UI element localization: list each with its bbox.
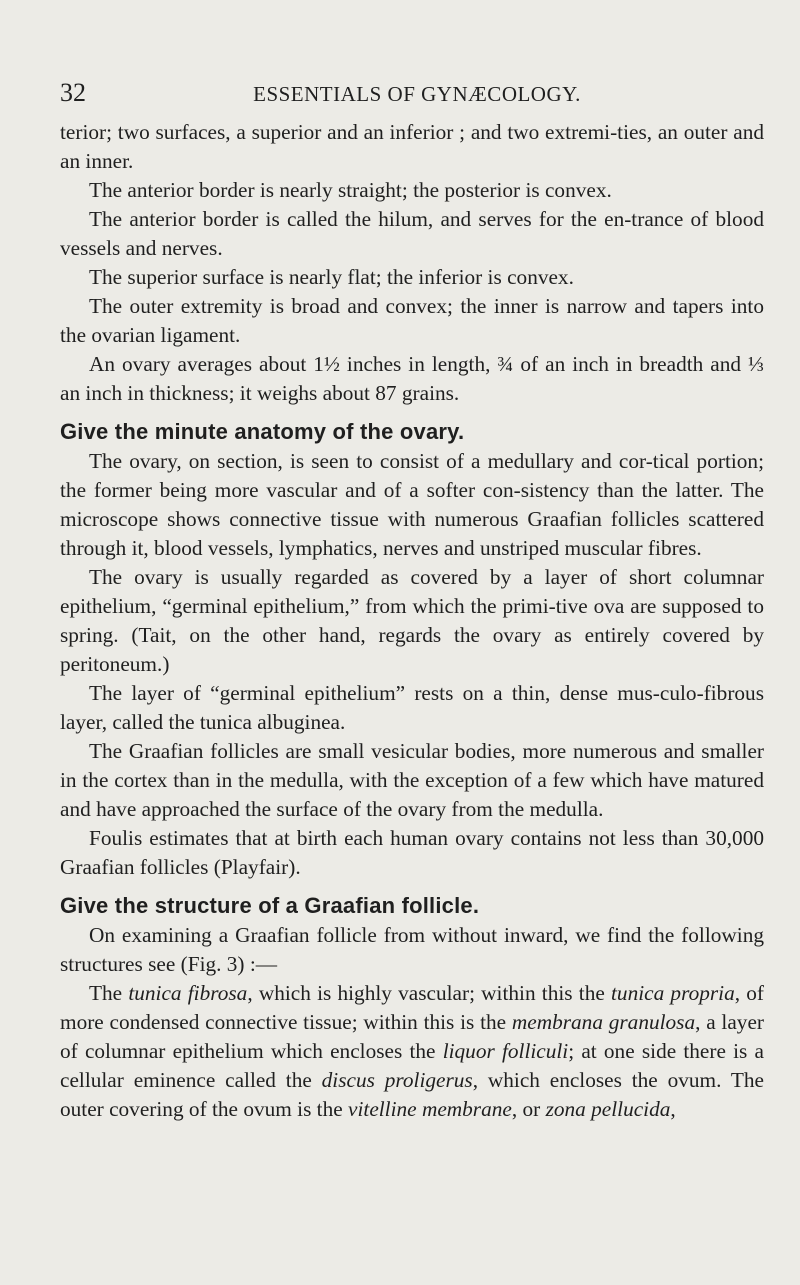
text-run: , which is highly vascular; within this the [247,981,611,1005]
text-run: The [89,981,129,1005]
running-title: ESSENTIALS OF GYNÆCOLOGY. [253,82,581,106]
text-run: , of more condensed connective tissue; within this is the [60,981,764,1034]
paragraph [60,979,764,1124]
paragraph: The superior surface is nearly flat; the inferior is convex. [89,265,574,289]
italic-term: vitelline membrane [348,1097,512,1121]
italic-term: tunica propria [611,981,735,1005]
paragraph: The outer extremity is broad and convex; the inner is narrow and tapers into the ovarian ligament. [60,294,764,347]
text-run: , a layer of columnar epithelium which encloses the [60,1010,764,1063]
paragraph: The anterior border is nearly straight; the posterior is convex. [89,178,612,202]
italic-term: liquor folliculi [442,1039,569,1063]
paragraph: The layer of “germinal epithelium” rests on a thin, dense mus-culo-fibrous layer, called the tunica albuginea. [60,681,764,734]
text-run: , [670,1097,676,1121]
page-number: 32 [60,78,86,107]
paragraph: The ovary, on section, is seen to consist of a medullary and cor-tical portion; the former being more vascular and of a softer con-sistency than the latter. The microscope shows connective tissue with numerous Graafian follicles scattered through it, blood vessels, lymphatics, nerves and unstriped muscular fibres. [60,449,764,560]
text-run: , or [511,1097,546,1121]
page-header [60,78,764,112]
paragraph: An ovary averages about 1½ inches in length, ¾ of an inch in breadth and ⅓ an inch in thickness; it weighs about 87 grains. [60,352,764,405]
section-heading: Give the minute anatomy of the ovary. [60,419,465,444]
section-heading: Give the structure of a Graafian follicle. [60,893,480,918]
paragraph: The ovary is usually regarded as covered by a layer of short columnar epithelium, “germinal epithelium,” from which the primi-tive ova are supposed to spring. (Tait, on the other hand, regards the ovary as entirely covered by peritoneum.) [60,565,764,676]
paragraph: On examining a Graafian follicle from without inward, we find the following structures see (Fig. 3) :— [60,923,764,976]
paragraph: Foulis estimates that at birth each human ovary contains not less than 30,000 Graafian follicles (Playfair). [60,826,764,879]
italic-term: zona pellucida [545,1097,671,1121]
italic-term: discus proligerus [321,1068,473,1092]
paragraph: terior; two surfaces, a superior and an inferior ; and two extremi-ties, an outer and an inner. [60,120,764,173]
italic-term: membrana granulosa [511,1010,696,1034]
page-body [60,118,764,1124]
italic-term: tunica fibrosa [128,981,248,1005]
paragraph: The anterior border is called the hilum, and serves for the en-trance of blood vessels and nerves. [60,207,764,260]
text-run: , which encloses the ovum. The outer covering of the ovum is the [60,1068,764,1121]
text-run: ; at one side there is a cellular eminence called the [60,1039,764,1092]
paragraph: The Graafian follicles are small vesicular bodies, more numerous and smaller in the cortex than in the medulla, with the exception of a few which have matured and have approached the surface of the ovary from the medulla. [60,739,764,821]
